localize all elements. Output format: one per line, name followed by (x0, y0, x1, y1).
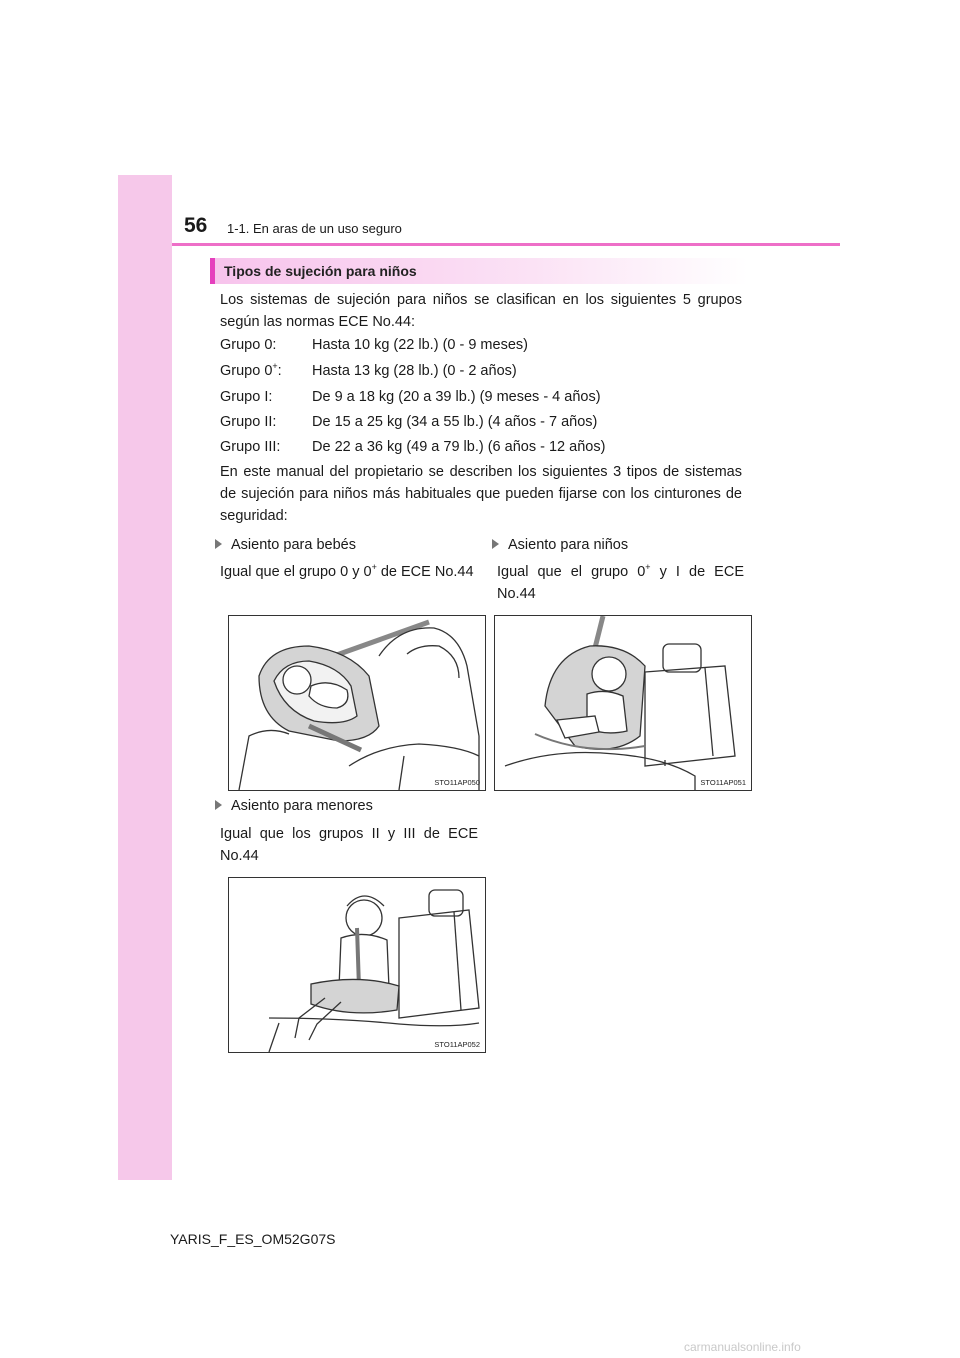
outro-paragraph: En este manual del propietario se describen los siguientes 3 tipos de sistemas de sujeción para niños más habituales que pueden fijarse con los cinturones de seguridad: (220, 464, 742, 524)
image-code: STO11AP050 (434, 778, 480, 787)
seat-type-description: Igual que el grupo 0 y 0+ de ECE No.44 (220, 562, 474, 580)
intro-paragraph: Los sistemas de sujeción para niños se clasifican en los siguientes 5 grupos según las normas ECE No.44: (220, 292, 742, 330)
section-marker (210, 258, 215, 284)
seat-type-description: Igual que los grupos II y III de ECE No.44 (220, 826, 478, 864)
group-desc: De 22 a 36 kg (49 a 79 lb.) (6 años - 12 años) (312, 439, 606, 455)
seat-type-description: Igual que el grupo 0+ y I de ECE No.44 (497, 562, 744, 602)
triangle-bullet-icon (215, 800, 222, 810)
section-heading-bar (210, 258, 748, 284)
section-title: Tipos de sujeción para niños (224, 263, 417, 279)
document-code: YARIS_F_ES_OM52G07S (170, 1231, 336, 1247)
side-tab-band (118, 175, 172, 1180)
group-label: Grupo 0+: (220, 361, 282, 379)
booster-seat-drawing (229, 878, 485, 1052)
triangle-bullet-icon (492, 539, 499, 549)
group-desc: Hasta 10 kg (22 lb.) (0 - 9 meses) (312, 337, 528, 353)
page-number: 56 (184, 214, 208, 237)
image-code: STO11AP051 (700, 778, 746, 787)
group-desc: De 9 a 18 kg (20 a 39 lb.) (9 meses - 4 años) (312, 389, 601, 405)
group-desc: Hasta 13 kg (28 lb.) (0 - 2 años) (312, 363, 517, 379)
seat-type-heading: Asiento para bebés (212, 537, 356, 553)
group-label: Grupo III: (220, 439, 281, 455)
image-code: STO11AP052 (434, 1040, 480, 1049)
watermark: carmanualsonline.info (684, 1340, 801, 1354)
seat-type-heading: Asiento para menores (212, 798, 373, 814)
infant-seat-illustration (228, 615, 486, 791)
group-desc: De 15 a 25 kg (34 a 55 lb.) (4 años - 7 años) (312, 414, 598, 430)
group-label: Grupo II: (220, 414, 277, 430)
booster-seat-illustration (228, 877, 486, 1053)
child-seat-illustration (494, 615, 752, 791)
chapter-title: 1-1. En aras de un uso seguro (227, 221, 402, 236)
header-rule (172, 243, 840, 246)
seat-type-heading: Asiento para niños (489, 537, 628, 553)
group-label: Grupo 0: (220, 337, 277, 353)
group-label: Grupo I: (220, 389, 273, 405)
infant-seat-drawing (229, 616, 485, 790)
triangle-bullet-icon (215, 539, 222, 549)
child-seat-drawing (495, 616, 751, 790)
